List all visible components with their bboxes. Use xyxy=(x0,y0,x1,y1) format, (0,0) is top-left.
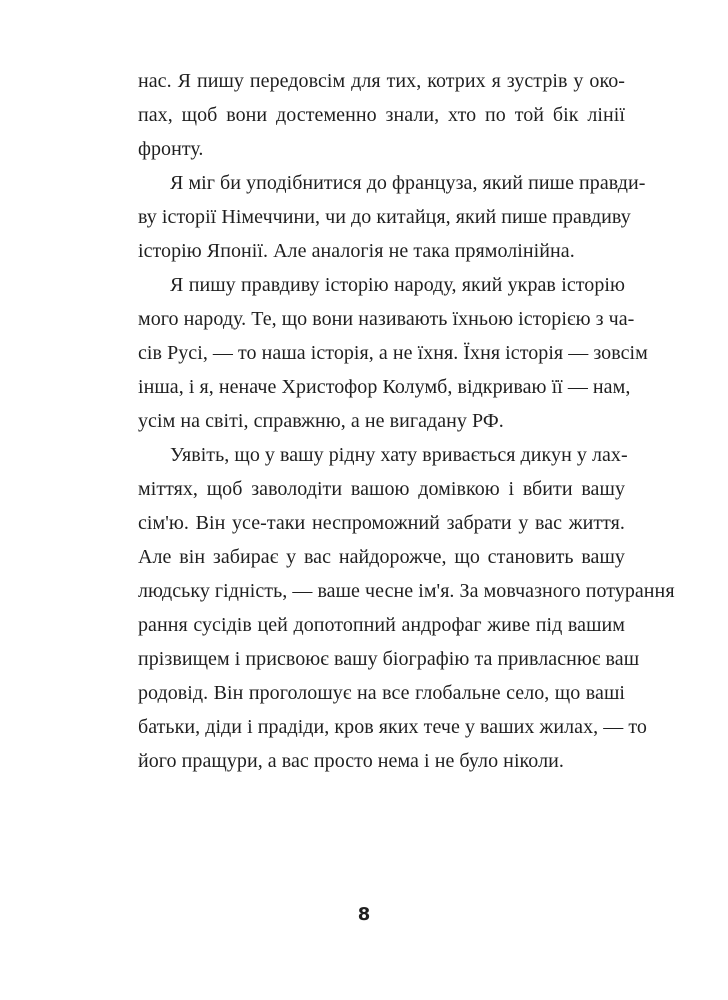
page-number: 8 xyxy=(357,904,371,925)
text-line: прізвищем і присвоює вашу біографію та привласнює ваш xyxy=(138,648,640,670)
text-line: пах, щоб вони достеменно знали, хто по той бік лінії xyxy=(138,104,625,126)
text-line: історію Японії. Але аналогія не така прямолінійна. xyxy=(138,240,575,262)
text-line: мого народу. Те, що вони називають їхньою історією з ча- xyxy=(138,308,635,330)
text-line: Уявіть, що у вашу рідну хату вривається дикун у лах- xyxy=(170,444,628,466)
text-line: людську гідність, — ваше чесне ім'я. За мовчазного потурання xyxy=(138,580,675,602)
text-line: фронту. xyxy=(138,138,204,160)
text-line: батьки, діди і прадіди, кров яких тече у ваших жилах, — то xyxy=(138,716,647,738)
text-line: Але він забирає у вас найдорожче, що становить вашу xyxy=(138,546,625,568)
text-line: інша, і я, неначе Христофор Колумб, відкриваю її — нам, xyxy=(138,376,631,398)
text-line: сім'ю. Він усе-таки неспроможний забрати у вас життя. xyxy=(138,512,625,534)
text-line: ву історії Німеччини, чи до китайця, який пише правдиву xyxy=(138,206,631,228)
text-line: Я міг би уподібнитися до француза, який пише правди- xyxy=(170,172,646,194)
text-line: нас. Я пишу передовсім для тих, котрих я зустрів у око- xyxy=(138,70,625,92)
text-line: міттях, щоб заволодіти вашою домівкою і вбити вашу xyxy=(138,478,625,500)
text-line: усім на світі, справжню, а не вигадану РФ. xyxy=(138,410,504,432)
text-line: його пращури, а вас просто нема і не було ніколи. xyxy=(138,750,564,772)
text-line: сів Русі, — то наша історія, а не їхня. Їхня історія — зовсім xyxy=(138,342,648,364)
text-line: родовід. Він проголошує на все глобальне село, що ваші xyxy=(138,682,625,704)
text-line: Я пишу правдиву історію народу, який украв історію xyxy=(170,274,625,296)
text-line: рання сусідів цей допотопний андрофаг живе під вашим xyxy=(138,614,625,636)
